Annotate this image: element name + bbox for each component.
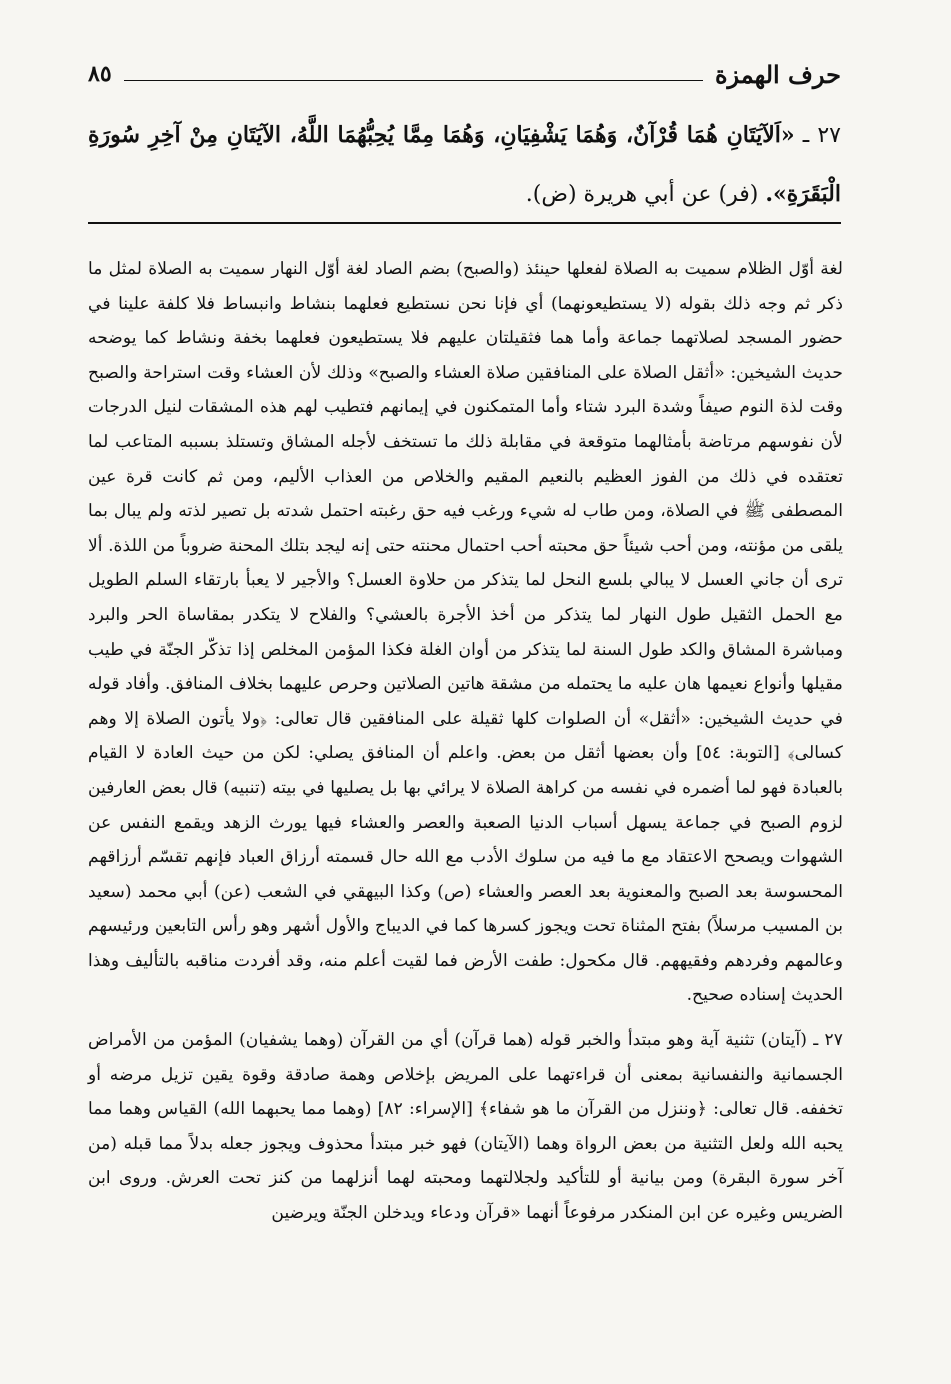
section-divider (88, 222, 841, 224)
hadith-number: ٢٧ ـ (802, 123, 841, 148)
commentary-paragraph-2: ٢٧ ـ (آيتان) تثنية آية وهو مبتدأ والخبر قوله (هما قرآن) أي من القرآن (وهما يشفيان) المؤمن من الأمراض الجسمانية والنفسانية بمعنى أن قراءتهما على المريض بإخلاص وهمة صادقة وقوة يقين تزيل مرضه أو تخففه. قال تعالى: ﴿وننزل من القرآن ما هو شفاء﴾ [الإسراء: ٨٢] (وهما مما يحبهما الله) القياس وهما مما يحبه الله ولعل التثنية من بعض الرواة وهما (الآيتان) فهو خبر مبتدأ محذوف ويجوز جعله بدلاً مما قبله (من آخر سورة البقرة) ومن بيانية أو للتأكيد ولجلالتهما ومحبته لهما أنزلهما من كنز تحت العرش. وروى ابن الضريس وغيره عن ابن المنكدر مرفوعاً أنهما «قرآن ودعاء ويدخلن الجنّة ويرضين (88, 1030, 843, 1224)
header-rule (124, 80, 703, 81)
page-header (88, 52, 841, 96)
hadith-text-block (88, 106, 841, 224)
hadith-source: (فر) عن أبي هريرة (ض). (525, 182, 759, 207)
chapter-title: حرف الهمزة (714, 59, 841, 89)
page-number: ٨٥ (88, 61, 112, 87)
commentary-block (88, 252, 843, 1231)
hadith-matn: «اَلآيَتَانِ هُمَا قُرْآنٌ، وَهُمَا يَشْفِيَانِ، وَهُمَا مِمَّا يُحِبُّهُمَا اللَّهُ، الآيَتَانِ مِنْ آخِرِ سُورَةِ الْبَقَرَةِ». (88, 122, 841, 207)
commentary-paragraph-1: لغة أوّل الظلام سميت به الصلاة لفعلها حينئذ (والصبح) بضم الصاد لغة أوّل النهار سميت به الصلاة لمثل ما ذكر ثم وجه ذلك بقوله (لا يستطيعونهما) أي فإنا نحن نستطيع فعلهما بنشاط وانبساط فلا كلفة علينا في حضور المسجد لصلاتهما جماعة وأما هما فثقيلتان عليهم فلا يستطيعون فعلهما بخفة ونشاط كما يوضحه حديث الشيخين: «أثقل الصلاة على المنافقين صلاة العشاء والصبح» وذلك لأن العشاء وقت استراحة والصبح وقت لذة النوم صيفاً وشدة البرد شتاء وأما المتمكنون في إيمانهم فتطيب لهم هذه المشقات لنيل الدرجات لأن نفوسهم مرتاضة بأمثالهما متوقعة في مقابلة ذلك ما تستخف لأجله المشاق وتستلذ بسببه المتاعب لما تعتقده في ذلك من الفوز العظيم بالنعيم المقيم والخلاص من العذاب الأليم، ومن ثم كانت قرة عين المصطفى ﷺ في الصلاة، ومن طاب له شيء ورغب فيه حق رغبته احتمل شدته بل تصير لذته ولم يبال بما يلقى من مؤنته، ومن أحب شيئاً حق محبته أحب احتمال محنته حتى إنه ليجد بتلك المحنة ضروباً من اللذة. ألا ترى أن جاني العسل لا يبالي بلسع النحل لما يتذكر من حلاوة العسل؟ والأجير لا يعبأ بارتقاء السلم الطويل مع الحمل الثقيل طول النهار لما يتذكر من أخذ الأجرة بالعشي؟ والفلاح لا يتكدر بمقاساة الحر والبرد ومباشرة المشاق والكد طول السنة لما يتذكر من أوان الغلة فكذا المؤمن المخلص إذا تذكّر الجنّة في طيب مقيلها وأنواع نعيمها هان عليه ما يحتمله من مشقة هاتين الصلاتين وحرص عليهما بخلاف المنافق. وأفاد قوله في حديث الشيخين: «أثقل» أن الصلوات كلها ثقيلة على المنافقين قال تعالى: ﴿ولا يأتون الصلاة إلا وهم كسالى﴾ [التوبة: ٥٤] وأن بعضها أثقل من بعض. واعلم أن المنافق يصلي: لكن من حيث العادة لا القيام بالعبادة فهو لما أضمره في نفسه من كراهة الصلاة لا يرائي بها بل يصليها في بيته (تنبيه) قال بعض العارفين لزوم الصبح في جماعة يسهل أسباب الدنيا الصعبة والعصر والعشاء فيها يورث الزهد ويقمع النفس عن الشهوات ويصحح الاعتقاد مع ما فيه من سلوك الأدب مع الله حال قسمته أرزاق العباد فإنهم تقسّم أرزاقهم المحسوسة بعد الصبح والمعنوية بعد العصر والعشاء (ص) وكذا البيهقي في الشعب (عن) أبي محمد (سعيد بن المسيب مرسلاً) بفتح المثناة تحت ويجوز كسرها كما في الديباج والأول أشهر وهو رأس التابعين ورئيسهم وعالمهم وفردهم وفقيههم. قال مكحول: طفت الأرض فما لقيت أعلم منه، وقد أفردت مناقبه بالتأليف وهذا الحديث إسناده صحيح. (88, 259, 843, 1006)
